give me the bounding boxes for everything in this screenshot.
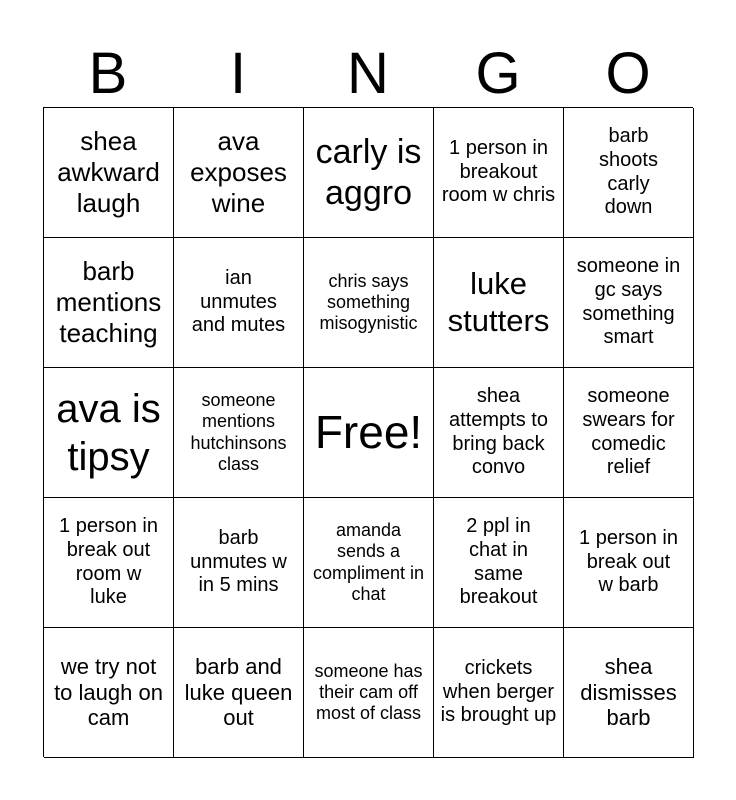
header-letter-i: I	[229, 41, 247, 106]
bingo-cell[interactable]: shea awkward laugh	[44, 108, 174, 238]
bingo-cell[interactable]: ava exposes wine	[174, 108, 304, 238]
bingo-cell[interactable]: barb mentions teaching	[44, 238, 174, 368]
free-space[interactable]: Free!	[304, 368, 434, 498]
bingo-cell[interactable]: someone swears for comedic relief	[564, 368, 694, 498]
bingo-cell[interactable]: amanda sends a compliment in chat	[304, 498, 434, 628]
bingo-cell[interactable]: barb shoots carly down	[564, 108, 694, 238]
header-letter-b: B	[88, 41, 128, 106]
bingo-header	[43, 40, 693, 108]
header-letter-g: G	[475, 41, 521, 106]
bingo-cell[interactable]: shea attempts to bring back convo	[434, 368, 564, 498]
bingo-cell[interactable]: 2 ppl in chat in same breakout	[434, 498, 564, 628]
bingo-cell[interactable]: someone in gc says something smart	[564, 238, 694, 368]
bingo-cell[interactable]: shea dismisses barb	[564, 628, 694, 758]
bingo-cell[interactable]: someone has their cam off most of class	[304, 628, 434, 758]
bingo-cell[interactable]: barb unmutes w in 5 mins	[174, 498, 304, 628]
bingo-cell[interactable]: 1 person in break out room w luke	[44, 498, 174, 628]
bingo-cell[interactable]: luke stutters	[434, 238, 564, 368]
header-letter-o: O	[605, 41, 651, 106]
bingo-cell[interactable]: barb and luke queen out	[174, 628, 304, 758]
bingo-cell[interactable]: someone mentions hutchinsons class	[174, 368, 304, 498]
bingo-cell[interactable]: we try not to laugh on cam	[44, 628, 174, 758]
bingo-cell[interactable]: ian unmutes and mutes	[174, 238, 304, 368]
bingo-grid	[43, 107, 693, 757]
bingo-cell[interactable]: chris says something misogynistic	[304, 238, 434, 368]
bingo-cell[interactable]: ava is tipsy	[44, 368, 174, 498]
bingo-cell[interactable]: carly is aggro	[304, 108, 434, 238]
bingo-cell[interactable]: 1 person in break out w barb	[564, 498, 694, 628]
bingo-cell[interactable]: 1 person in breakout room w chris	[434, 108, 564, 238]
bingo-cell[interactable]: crickets when berger is brought up	[434, 628, 564, 758]
header-letter-n: N	[347, 41, 389, 106]
